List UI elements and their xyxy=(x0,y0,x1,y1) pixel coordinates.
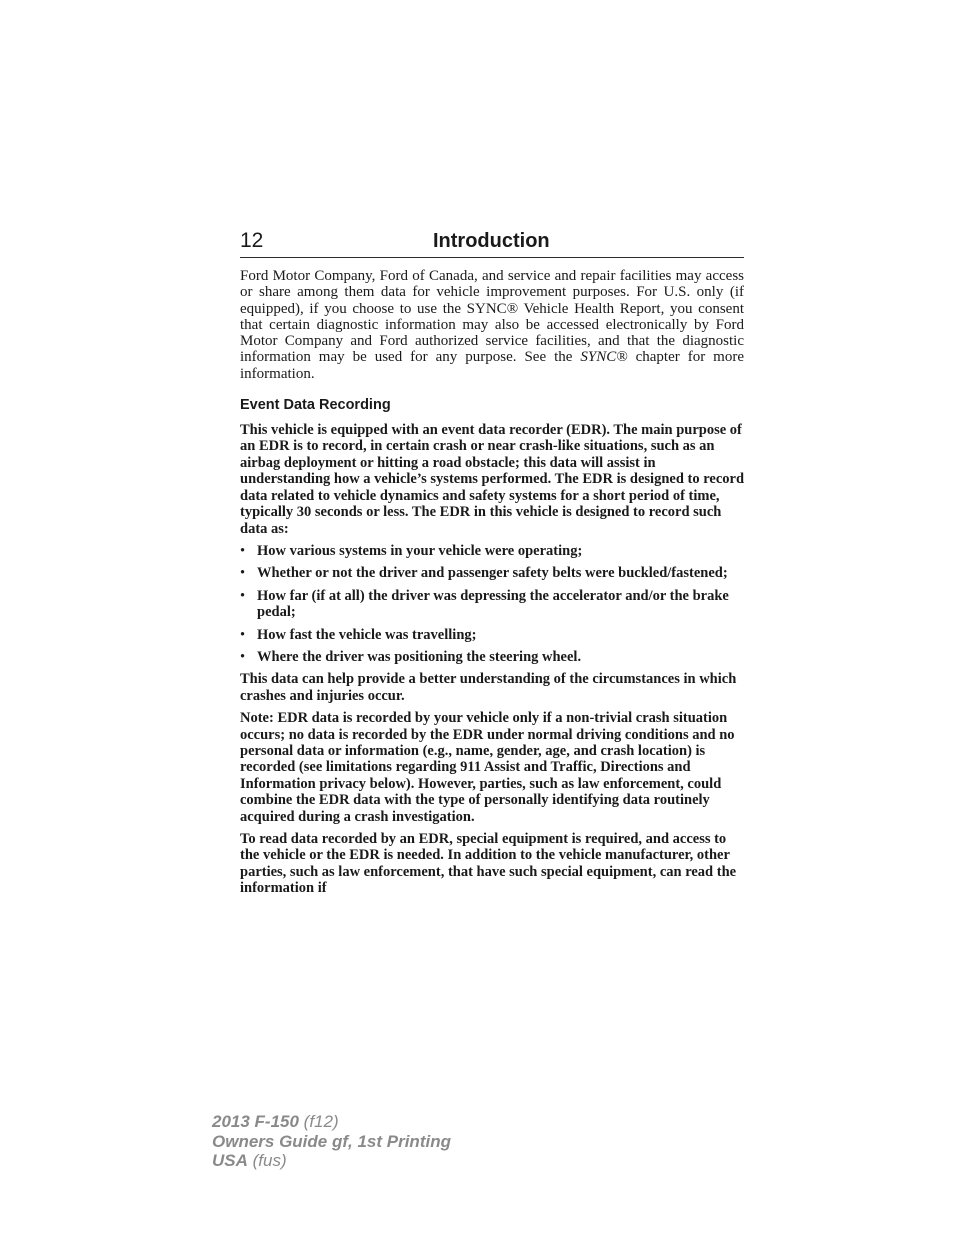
edr-note-paragraph: Note: EDR data is recorded by your vehicle only if a non-trivial crash situation occurs; no data is recorded by the EDR under normal driving conditions and no personal data or information (e.g., name, gender, age, and crash location) is recorded (see limitations regarding 911 Assist and Traffic, Directions and Information privacy below). However, parties, such as law enforcement, could combine the EDR data with the type of personally identifying data routinely acquired during a crash investigation. xyxy=(240,710,735,825)
bullet-icon: • xyxy=(240,542,246,559)
intro-paragraph xyxy=(240,268,744,382)
bullet-icon: • xyxy=(240,648,246,665)
footer-line-model xyxy=(212,1112,532,1132)
page-header xyxy=(240,229,744,258)
section-heading: Event Data Recording xyxy=(240,397,391,414)
sync-reference: SYNC® xyxy=(580,349,628,366)
list-item-text: How far (if at all) the driver was depressing the accelerator and/or the brake pedal; xyxy=(257,587,729,621)
page-number: 12 xyxy=(240,229,264,252)
list-item xyxy=(240,588,744,621)
bullet-icon: • xyxy=(240,587,246,604)
edr-access-paragraph: To read data recorded by an EDR, special equipment is required, and access to the vehicle or the EDR is needed. In addition to the vehicle manufacturer, other parties, such as law enforcement, that have such special equipment, can read the information if xyxy=(240,831,737,897)
list-item-text: Where the driver was positioning the steering wheel. xyxy=(257,648,582,665)
bullet-icon: • xyxy=(240,626,246,643)
footer-model: 2013 F-150 xyxy=(212,1112,299,1131)
list-item xyxy=(240,649,744,665)
list-item-text: How various systems in your vehicle were operating; xyxy=(257,542,583,559)
intro-text-part2: chapter for more information. xyxy=(240,349,744,382)
print-footer xyxy=(212,1112,532,1171)
footer-market-code: (fus) xyxy=(247,1151,287,1170)
list-item-text: How fast the vehicle was travelling; xyxy=(257,626,477,643)
footer-market: USA xyxy=(212,1151,248,1170)
intro-text-part1: Ford Motor Company, Ford of Canada, and service and repair facilities may access or share among them data for vehicle improvement purposes. For U.S. only (if equipped), if you choose to use the SYNC® Vehicle Health Report, you consent that certain diagnostic information may also be accessed electronically by Ford Motor Company and Ford authorized service facilities, and that the diagnostic information may be used for any purpose. See the xyxy=(240,268,744,366)
chapter-title: Introduction xyxy=(433,230,550,252)
page-body xyxy=(240,268,744,903)
edr-data-list xyxy=(240,543,744,665)
edr-benefit-paragraph: This data can help provide a better understanding of the circumstances in which crashes and injuries occur. xyxy=(240,671,737,704)
footer-line-guide: Owners Guide gf, 1st Printing xyxy=(212,1131,451,1151)
footer-model-code: (f12) xyxy=(298,1112,339,1131)
footer-line-market xyxy=(212,1151,532,1171)
edr-intro-paragraph: This vehicle is equipped with an event data recorder (EDR). The main purpose of an EDR is to record, in certain crash or near crash-like situations, such as an airbag deployment or hitting a road obstacle; this data will assist in understanding how a vehicle’s systems performed. The EDR is designed to record data related to vehicle dynamics and safety systems for a short period of time, typically 30 seconds or less. The EDR in this vehicle is designed to record such data as: xyxy=(240,422,745,537)
list-item xyxy=(240,627,744,643)
list-item-text: Whether or not the driver and passenger safety belts were buckled/fastened; xyxy=(257,565,728,582)
list-item xyxy=(240,543,744,559)
bullet-icon: • xyxy=(240,565,246,582)
list-item xyxy=(240,565,744,581)
